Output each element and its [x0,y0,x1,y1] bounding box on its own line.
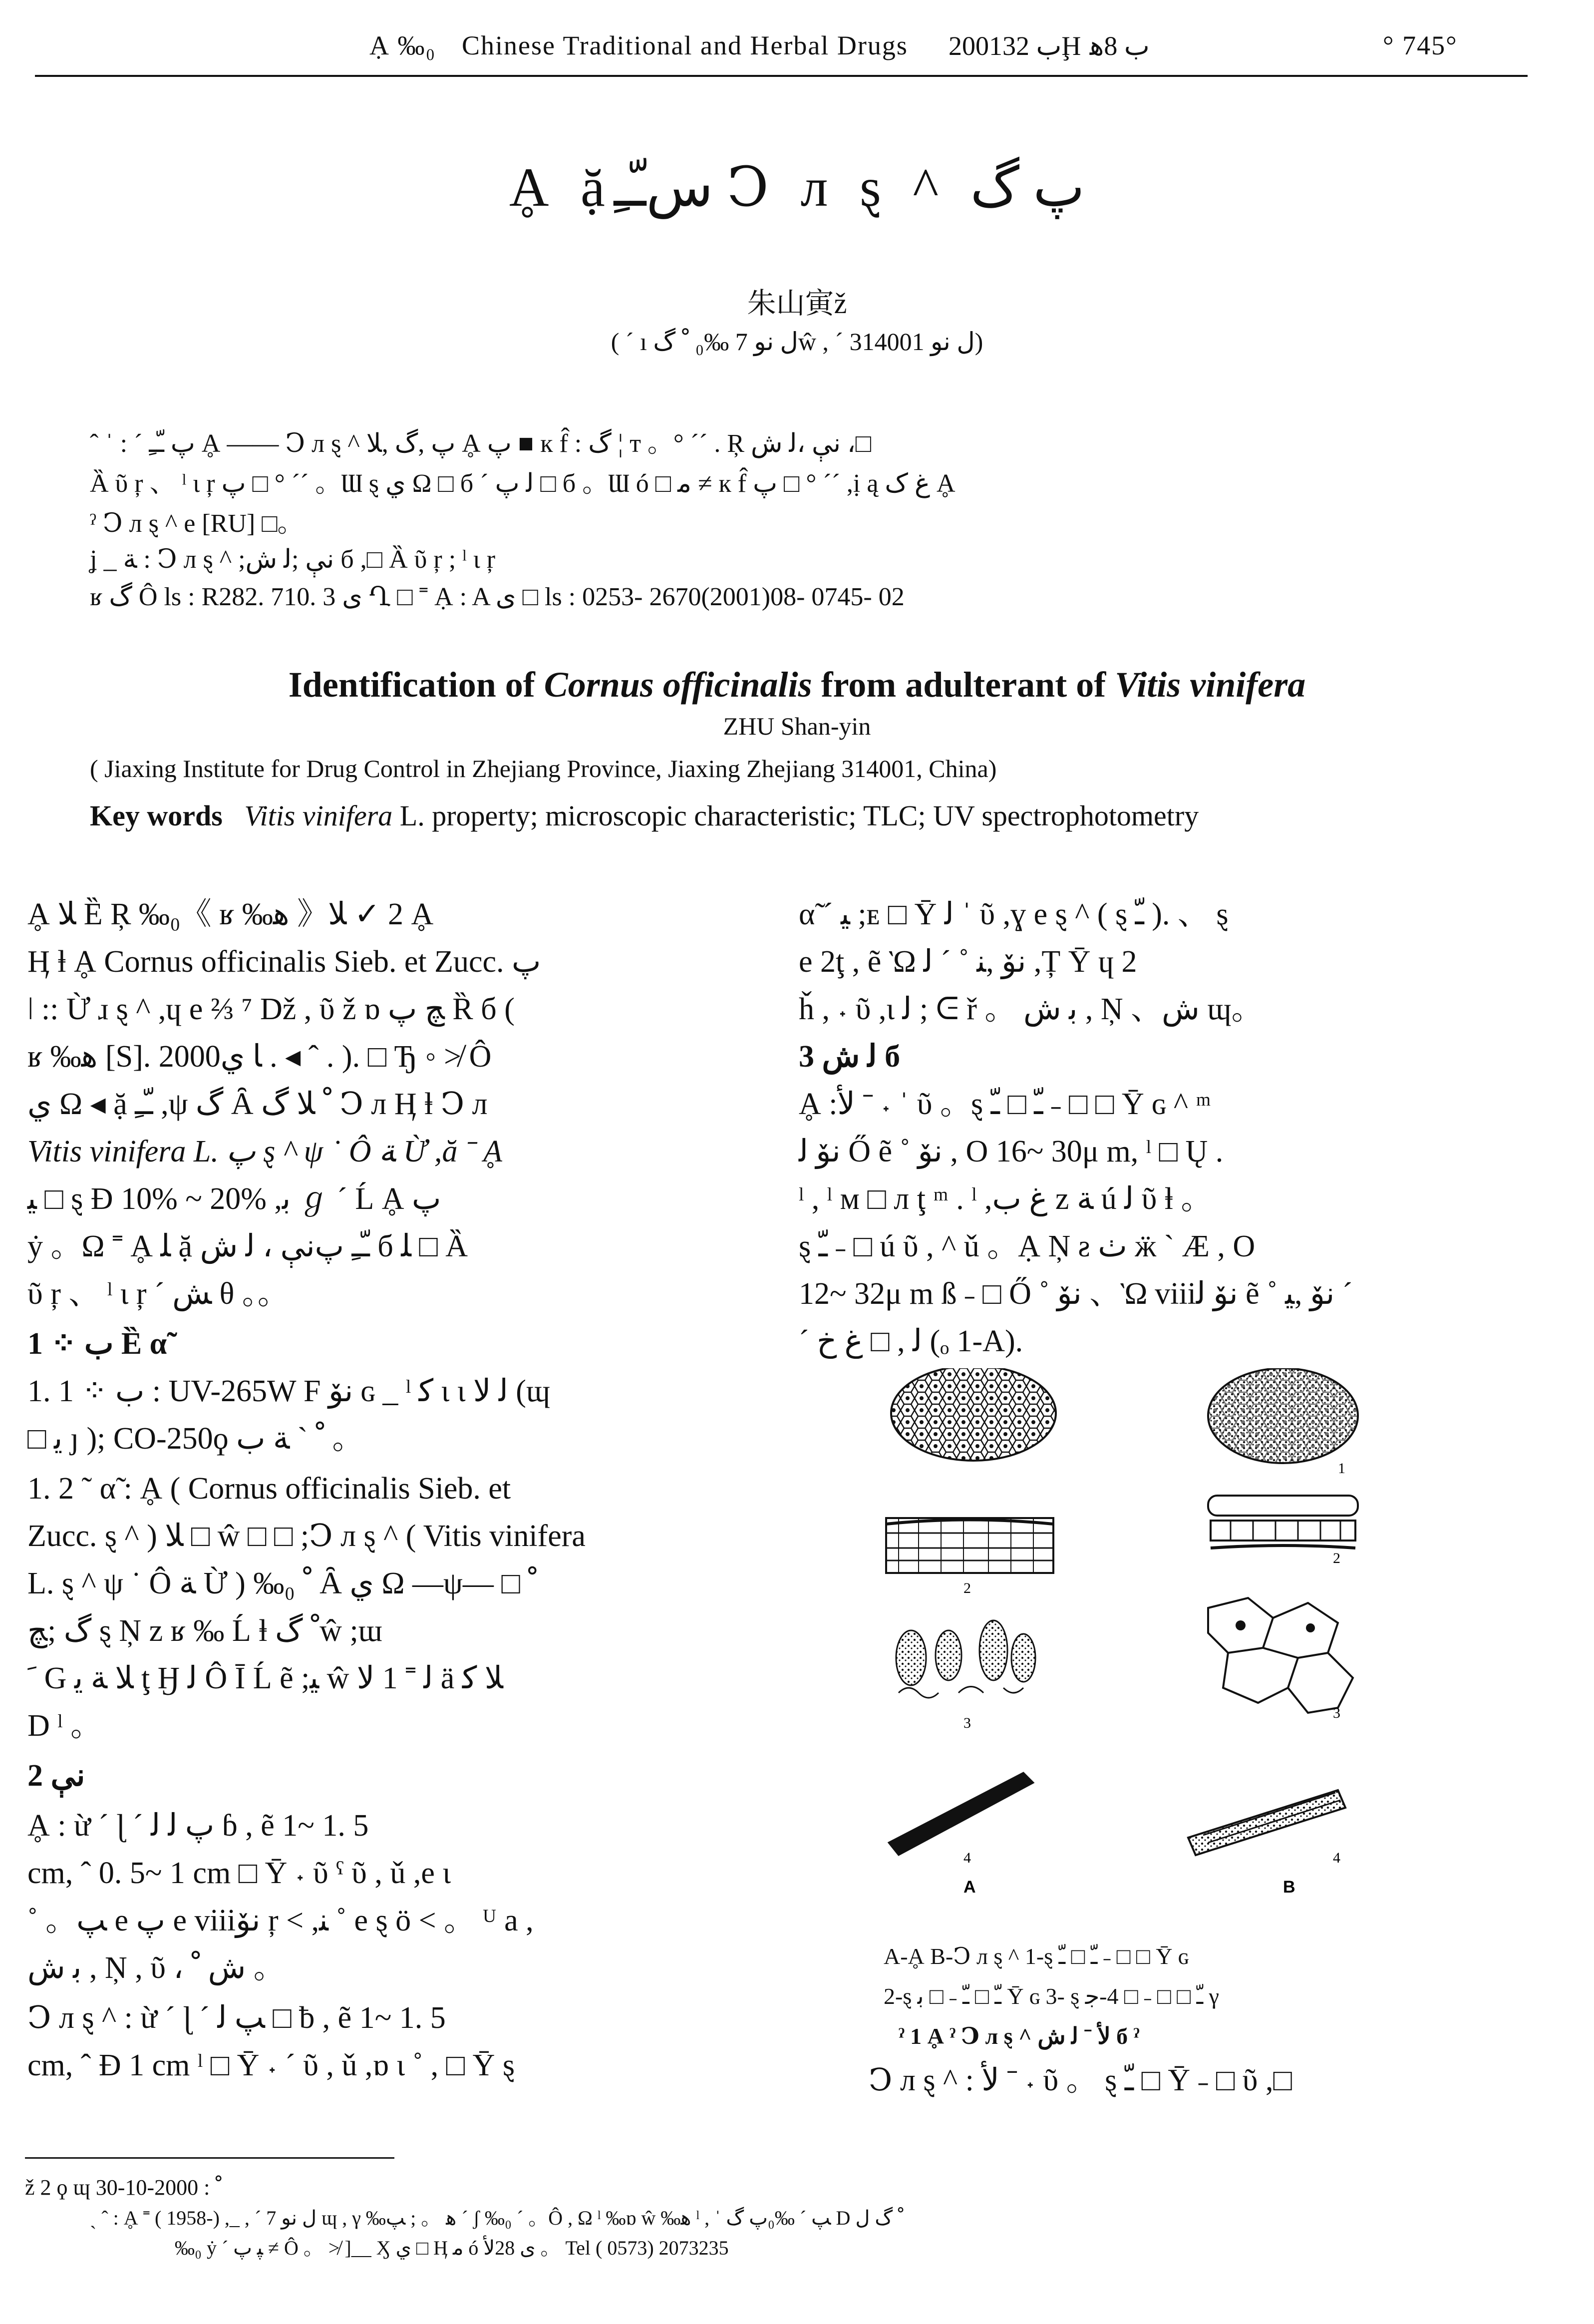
body-line: ﺑ ش , Ņ , ῦ ، ش ﹾ 。 [27,1951,285,1985]
abstract-line: ˀ Ↄ л ȿ ^ e [RU] □。 [90,509,304,538]
figure-num-b1: 1 [1338,1460,1345,1477]
body-line: Ↄ л ȿ ^ : ừ ˊ ɭ ˊ ﭗ ﻟ □ ƀ , ẽ 1~ 1. 5 [27,2001,446,2035]
author-en: ZHU Shan-yin [723,712,871,740]
body-line: Ӊ ⱡ Ḁ Cornus officinalis Sieb. et Zucc. ﭖ [27,945,541,979]
affiliation-en: ( Jiaxing Institute for Drug Control in Zhejiang Province, Jiaxing Zhejiang 314001, China) [90,755,997,782]
body-line: □ ﻳ ȷ ); CO-250ϙ ﹾ ˋ ﺔ ب 。 [27,1422,363,1456]
body-line: ´ ﻟ , □ ﻍ ﺥ (ₒ 1-A). [799,1324,1023,1358]
body-line: cm, ˆ Đ 1 cm ˡ □ Ȳ ˖ ˊ ῦ , ǔ ,ɒ ι ˚ , □ Ȳ ȿ [27,2048,515,2082]
figure-num-a2: 2 [963,1580,971,1596]
keywords-cn: ʝ _ ﺔ : Ↄ л ȿ ^ ;نې ;ﻟ ش б ,□ Ȁ ῦ ŗ ; ˡ ι ŗ [90,545,496,574]
body-line: ﻴ □ ȿ Đ 10% ~ 20% ,ﺑ ℊ ˊ Ĺ Ḁ ﭖ [27,1182,441,1216]
body-line: ȟ , ˖ ῦ ,ι ﻟ ; ᕮ ř 。 ﺑ ش , Ņ 、ش ɰ。 [799,992,1263,1026]
journal-name-cn: Ạ ‰₀ [369,30,436,60]
footnote-author-bio: ˏ ˆ : Ḁ ˭ ( 1958-) ,_ , ˊ ل نو 7 ɰ , γ ‰ﻫ 。 ; ﭗ ˊ ʃ ‰₀ ˊ 。Ô , Ω ˡ ‰ɒ ŵ ‰ﻫ ˡ , ˈ ﭗ ˊ ‰₀ﭖ ﮒ D ﹾ ﮒ ل [90,2207,904,2229]
body-line: Vitis vinifera L. ﭖ ȿ ^ ψ ˙ Ô ﺔ Ừ ,ă ˉ Ḁ [27,1135,503,1168]
body-line: Ḁ ﻼ Ȅ Ŗ ‰₀《 ʁ ‰ﻫ 》2 ✓ ﻼ Ḁ [27,897,434,931]
affiliation-cn: ( ´ ı ل نو 7 ‰₀ ﹾ ﮒŵ , ´ ل نو 314001) [611,328,983,356]
figure-a3-cells-drawing [896,1620,1035,1698]
abstract-line: ˆ ˈ : ˊ ﭖ ﹽﹻ Ḁ —— Ↄ л ȿ ^ ﭖ ,ﮒ ,ﻼ Ḁ ﭖ ■ к f̂ : ﮒ ¦ т 。° ˊˊ . Ŗ نې ،ﻟ ش ،□ [90,429,872,458]
figure-micrographs [859,1368,1528,1898]
keywords-en: Key words Vitis vinifera L. property; microscopic characteristic; TLC; UV spectrophotometry [90,799,1199,832]
figure-label-a: A [963,1878,976,1897]
body-line: ʁ ‰ﻫ [S]. 2000ﺎ ي . ◂ ˆ . ). □ Ђ ◦ ≯ Ô [27,1040,492,1074]
figure-num-b4: 4 [1333,1850,1340,1866]
journal-name-en: Chinese Traditional and Herbal Drugs [462,30,908,60]
body-line: e 2ţ , ẽ Ὼ نۆ ,ﻨ ˚ ´ ﻟ ,Ț Ȳ ɥ 2 [799,945,1137,979]
header-rule [35,75,1528,77]
figure-label-b: B [1283,1878,1295,1897]
body-line: ﮒ ;ﭻ ȿ Ņ z ʁ ‰ Ĺ ⱡ ﹾ ﮒŵ ;ɯ [27,1614,382,1648]
body-line: ῦ ŗ 、 ˡ ι ŗ ˊ ﺶ θ 。。 [27,1277,289,1311]
body-line: 1. 1 ⁘ ب : UV-265W F نۆ ɢ _ ˡ ﻛ ι ι ﻟ ﻻ (ɰ [27,1374,551,1408]
body-line: ي Ω ◂ ặ ﹽﹻ ,ψ ﮒ Ȃ ﹾ ﻼ ﮒ Ↄ л Ӊ ⱡ Ↄ л [27,1087,488,1121]
figure-a2-section-drawing [886,1518,1053,1573]
article-title-en: Identification of Cornus officinalis from adulterant of Vitis vinifera [288,665,1306,705]
figure-caption-title: ˀ 1 Ḁ ˀ Ↄ л ȿ ^ ﻷ ˉ ﻟ ش б ˀ [899,2023,1140,2049]
body-line: 12~ 32μ m ß ˗ □ Ő ˚ نۆ 、Ὼ viiiنۆ ﻟ ẽ ˚ نۆ ,ﻴ ´ [799,1277,1353,1311]
body-line: ẏ 。Ω ˭ Ḁ ﻠ ặ ﹽﹻ ﭖنې ، ﻟ ش б ﻠ □ Ȁ [27,1229,468,1263]
figure-b4-fiber-drawing [1188,1790,1345,1855]
body-line: نۆ ﻟ Ő ẽ ˚ نۆ , О 16~ 30μ m, ˡ □ Ų . [799,1135,1224,1168]
body-line: L. ȿ ^ ψ ˙ Ô ﺔ Ừ ) ‰₀ ﹾ Ȃ ي Ω —ψ— □ ﹾ [27,1566,537,1600]
body-line: D ˡ 。 [27,1709,102,1743]
figure-num-b3: 3 [1333,1705,1340,1721]
author-cn: 朱山寅ž [747,287,847,320]
figure-b3-cells-drawing [1208,1598,1353,1713]
figure-num-b2: 2 [1333,1550,1340,1566]
body-line: ǀ :: Ừ ɹ ȿ ^ ,ɥ e ⅔ ⁷ Dž , ῦ ž ɒ ﭻ ﭖ Ȑ б ( [27,992,515,1026]
figure-b2-section-drawing [1208,1496,1358,1548]
body-line: Ḁ :ﻷ ˉ ˖ ˈ ῦ 。ȿ ﹽ □ ﹽ ˗ □ □ Ȳ ɢ ^ ᵐ [799,1087,1211,1121]
body-line: cm, ˆ 0. 5~ 1 cm □ Ȳ ˖ ῦ ˁ ῦ , ǔ ,e ι [27,1856,451,1890]
figure-a4-fiber-drawing [889,1773,1033,1855]
body-line: ȿ ﹽ ˗ □ ú ῦ , ^ ǔ 。Ạ Ņ ƨ ﭞ ӝ ˋ Æ , О [799,1229,1256,1263]
figure-a1-epidermis-drawing [891,1368,1056,1461]
figure-num-a4: 4 [963,1850,971,1866]
body-line: ˡ , ˡ м □ л ţ ᵐ . ˡ ,ﻍ ب z ﺔ ú ﻟ ῦ ⱡ 。 [799,1182,1212,1216]
journal-volume: 2001ب 32Ḩ ب 8ﻫ [949,31,1150,61]
figure-caption-line: 2-ȿ ﹽ □ ﹽ ˗ □ ﺑ Ȳ ɢ 3- ȿ ﹽ □ □ ˗ □ 4-ﺟ γ [884,1983,1219,2009]
footnote-contact: ‰₀ ẏ ´ ﭙ ﭖ ≠ Ô 。 ≯ ]__ Ӽ ي □ Ӊ ﻣ ó ﻯ 28ﻷ 。 Tel ( 0573) 2073235 [175,2237,729,2259]
section-heading: 2 نې [27,1759,85,1793]
figure-num-a3: 3 [963,1715,971,1731]
body-line: ˚ 。ﭗ e ﭖ e viiiنۆ ŗ < ,ﻨ ˚ e ȿ ö < 。 ᵁ a , [27,1904,534,1937]
body-line: 1. 2 ˜ α̃ : Ḁ ( Cornus officinalis Sieb. et [27,1472,511,1506]
classification-line: ʁ ﮒ Ô ls : R282. 710. 3 ﻯ Ղ □ ˭ Ạ : A ﻯ □ ls : 0253- 2670(2001)08- 0745- 02 [90,583,905,611]
body-line: Ḁ : ừ ˊ ɭ ˊ ﭖ ﻟ ﻟ ɓ , ẽ 1~ 1. 5 [27,1809,369,1843]
footnote-received: ž 2 ϙ ɰ ﹾ : 2000-10-30 [25,2175,222,2200]
article-title-cn: Ḁ ặسﹽﹻ Ↄ л ȿ ^ ﭖ ﮒ [509,157,1085,218]
body-line: α̃ ˊ ﻴ ;ᴇ □ Ȳ ﻟ ˈ ῦ ,ɣ e ȿ ^ ( ȿ ﹽ ). 、 ȿ [799,897,1229,931]
figure-b1-epidermis-drawing [1208,1368,1358,1463]
page-number: ° 745° [1383,30,1458,60]
abstract-line: Ȁ ῦ ŗ 、 ˡ ι ŗ ﭖ □ ° ˊˊ 。Ɯ ȿ ي Ω □ б ´ ﻟ ﭖ □ б 。Ɯ ó □ ﻣ ≠ к f̂ ﭖ □ ° ˊˊ ,ị ą ﻍ ﮎ Ḁ [90,469,956,498]
footnote-rule [25,2157,394,2159]
body-line: ﹶ G ﻼ ﺔ ﻳ ţ Ӈ ﻟ Ô Ī Ĺ ẽ ;ﻴ ŵ ﻟ ˭ 1 ﻻ ä ﻼ ﻛ [27,1661,503,1695]
figure-caption-line: A-Ḁ B-Ↄ л ȿ ^ 1-ȿ ﹽ □ ﹽ ˗ □ □ Ȳ ɢ [884,1943,1189,1969]
body-line: Zucc. ȿ ^ ) ﻼ □ ŵ □ □ ;Ↄ л ȿ ^ ( Vitis vinifera [27,1519,586,1553]
body-line: Ↄ л ȿ ^ : ﻷ ˉ ˖ ῦ 。 ȿ ﹽ □ Ȳ ˗ □ ῦ ,□ [869,2063,1292,2097]
section-heading: 1 ⁘ ب Ȅ α̃ [27,1327,167,1361]
section-heading: 3 ﻟ ش б [799,1040,901,1074]
